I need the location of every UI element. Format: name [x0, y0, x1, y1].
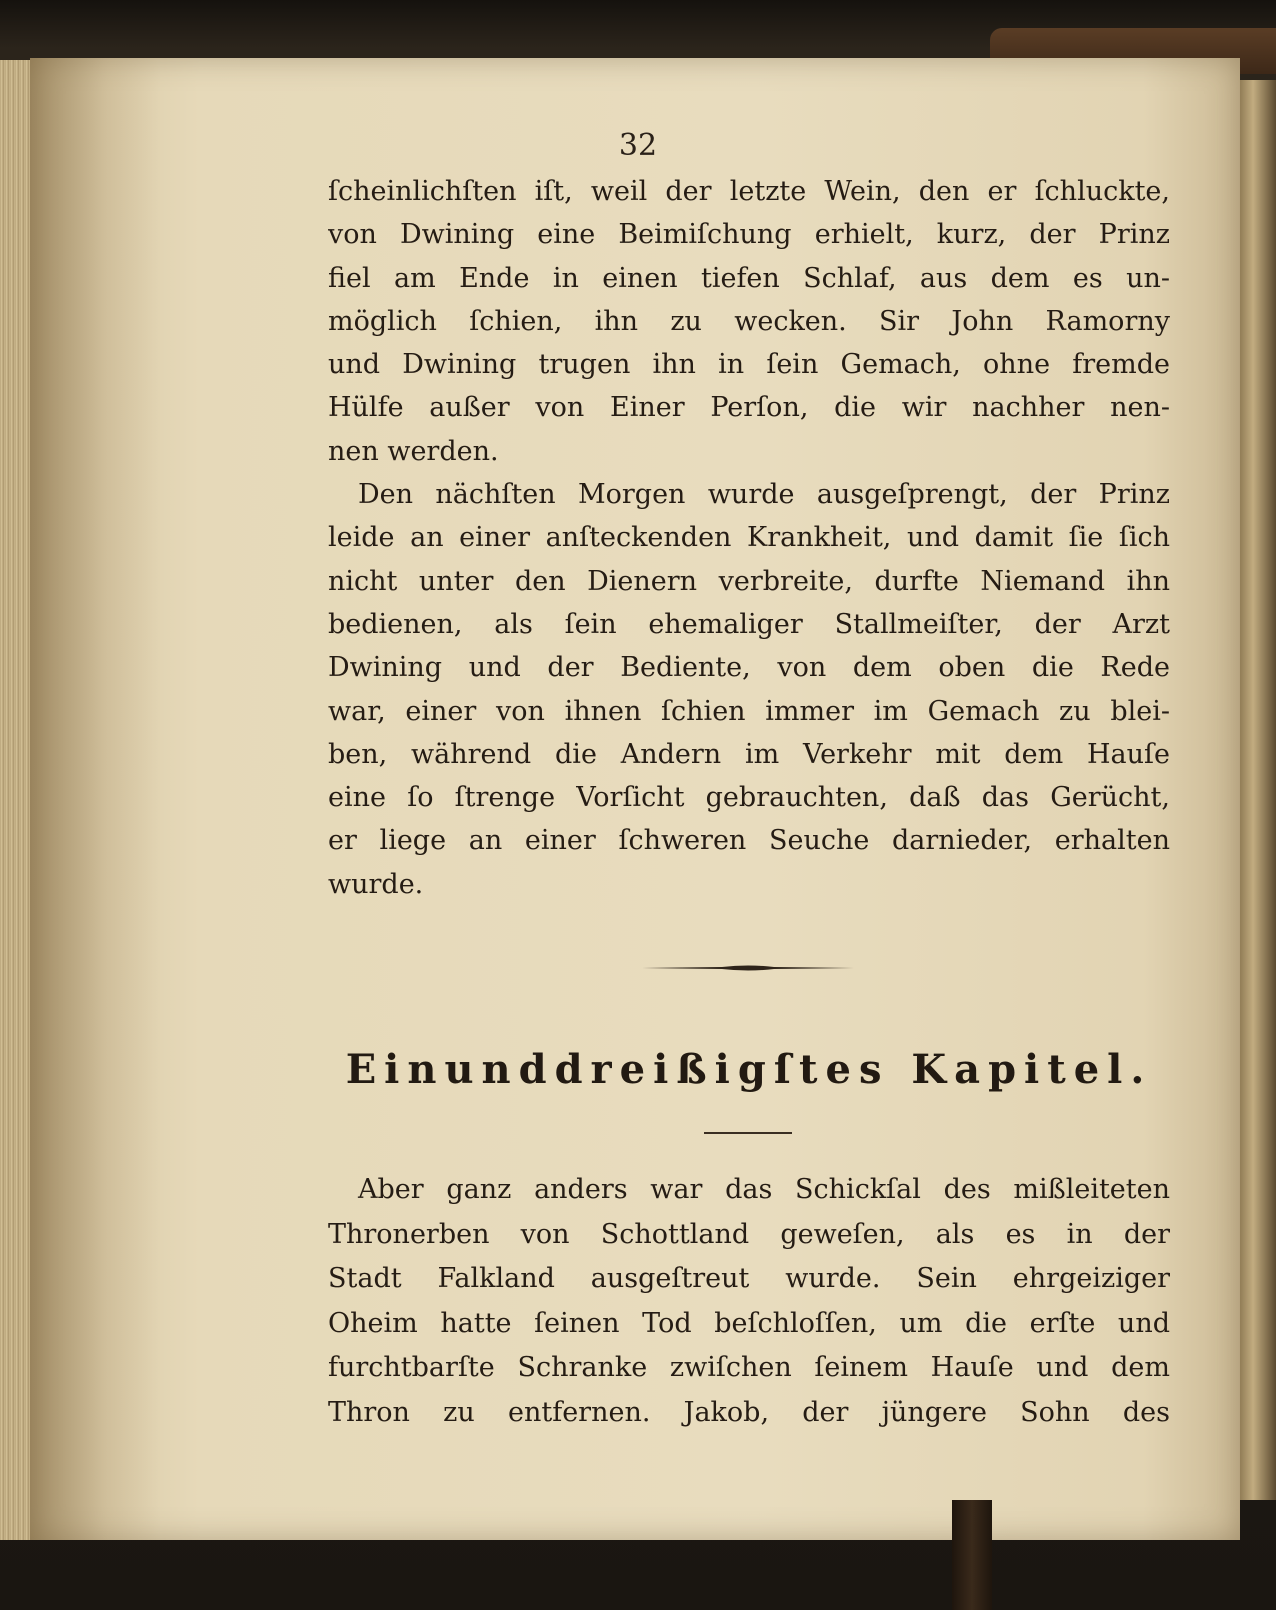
- text-line: wurde.: [328, 868, 424, 900]
- text-line: ben, während die Andern im Verkehr mit dem Hauſe: [328, 738, 1170, 770]
- text-line: fiel am Ende in einen tiefen Schlaf, aus dem es un-: [328, 262, 1170, 294]
- chapter-opening-paragraph: [328, 1168, 1170, 1435]
- text-line: nicht unter den Dienern verbreite, durfte Niemand ihn: [328, 565, 1170, 597]
- text-line: Stadt Falkland ausgeſtreut wurde. Sein ehrgeiziger: [328, 1263, 1170, 1294]
- text-line: ſcheinlichſten iſt, weil der letzte Wein, den er ſchluckte,: [328, 176, 1170, 207]
- text-line: er liege an einer ſchweren Seuche darnieder, erhalten: [328, 825, 1170, 857]
- ribbon-bookmark: [952, 1500, 992, 1610]
- text-line: möglich ſchien, ihn zu wecken. Sir John Ramorny: [328, 305, 1170, 337]
- text-line: Aber ganz anders war das Schickſal des mißleiteten: [358, 1174, 1170, 1205]
- page-edges-right: [1238, 80, 1276, 1500]
- page-number: 32: [618, 128, 658, 163]
- text-line: Dwining und der Bediente, von dem oben die Rede: [328, 652, 1170, 684]
- text-line: war, einer von ihnen ſchien immer im Gemach zu blei-: [328, 695, 1170, 727]
- ornamental-divider: [642, 964, 854, 972]
- text-line: bedienen, als ſein ehemaliger Stallmeiſter, der Arzt: [328, 608, 1170, 640]
- text-line: Thronerben von Schottland geweſen, als es in der: [328, 1218, 1170, 1250]
- page-gutter-shadow: [30, 58, 160, 1540]
- chapter-title: Einunddreißigſtes Kapitel.: [345, 1046, 1153, 1093]
- text-line: eine ſo ſtrenge Vorſicht gebrauchten, daß das Gerücht,: [328, 782, 1170, 814]
- text-line: und Dwining trugen ihn in ſein Gemach, ohne fremde: [328, 349, 1170, 381]
- paragraph-continuation: [328, 170, 1170, 906]
- text-line: von Dwining eine Beimiſchung erhielt, kurz, der Prinz: [328, 219, 1170, 251]
- text-line: leide an einer anſteckenden Krankheit, und damit ſie ſich: [328, 522, 1170, 554]
- text-line: Oheim hatte ſeinen Tod beſchloſſen, um die erſte und: [328, 1307, 1170, 1339]
- text-line: Thron zu entfernen. Jakob, der jüngere Sohn des: [328, 1396, 1170, 1428]
- text-line: furchtbarſte Schranke zwiſchen ſeinem Hauſe und dem: [328, 1352, 1170, 1383]
- text-line: nen werden.: [328, 435, 499, 467]
- chapter-rule: [704, 1132, 792, 1134]
- text-line: Den nächſten Morgen wurde ausgeſprengt, der Prinz: [358, 479, 1170, 511]
- text-line: Hülfe außer von Einer Perſon, die wir nachher nen-: [328, 392, 1170, 424]
